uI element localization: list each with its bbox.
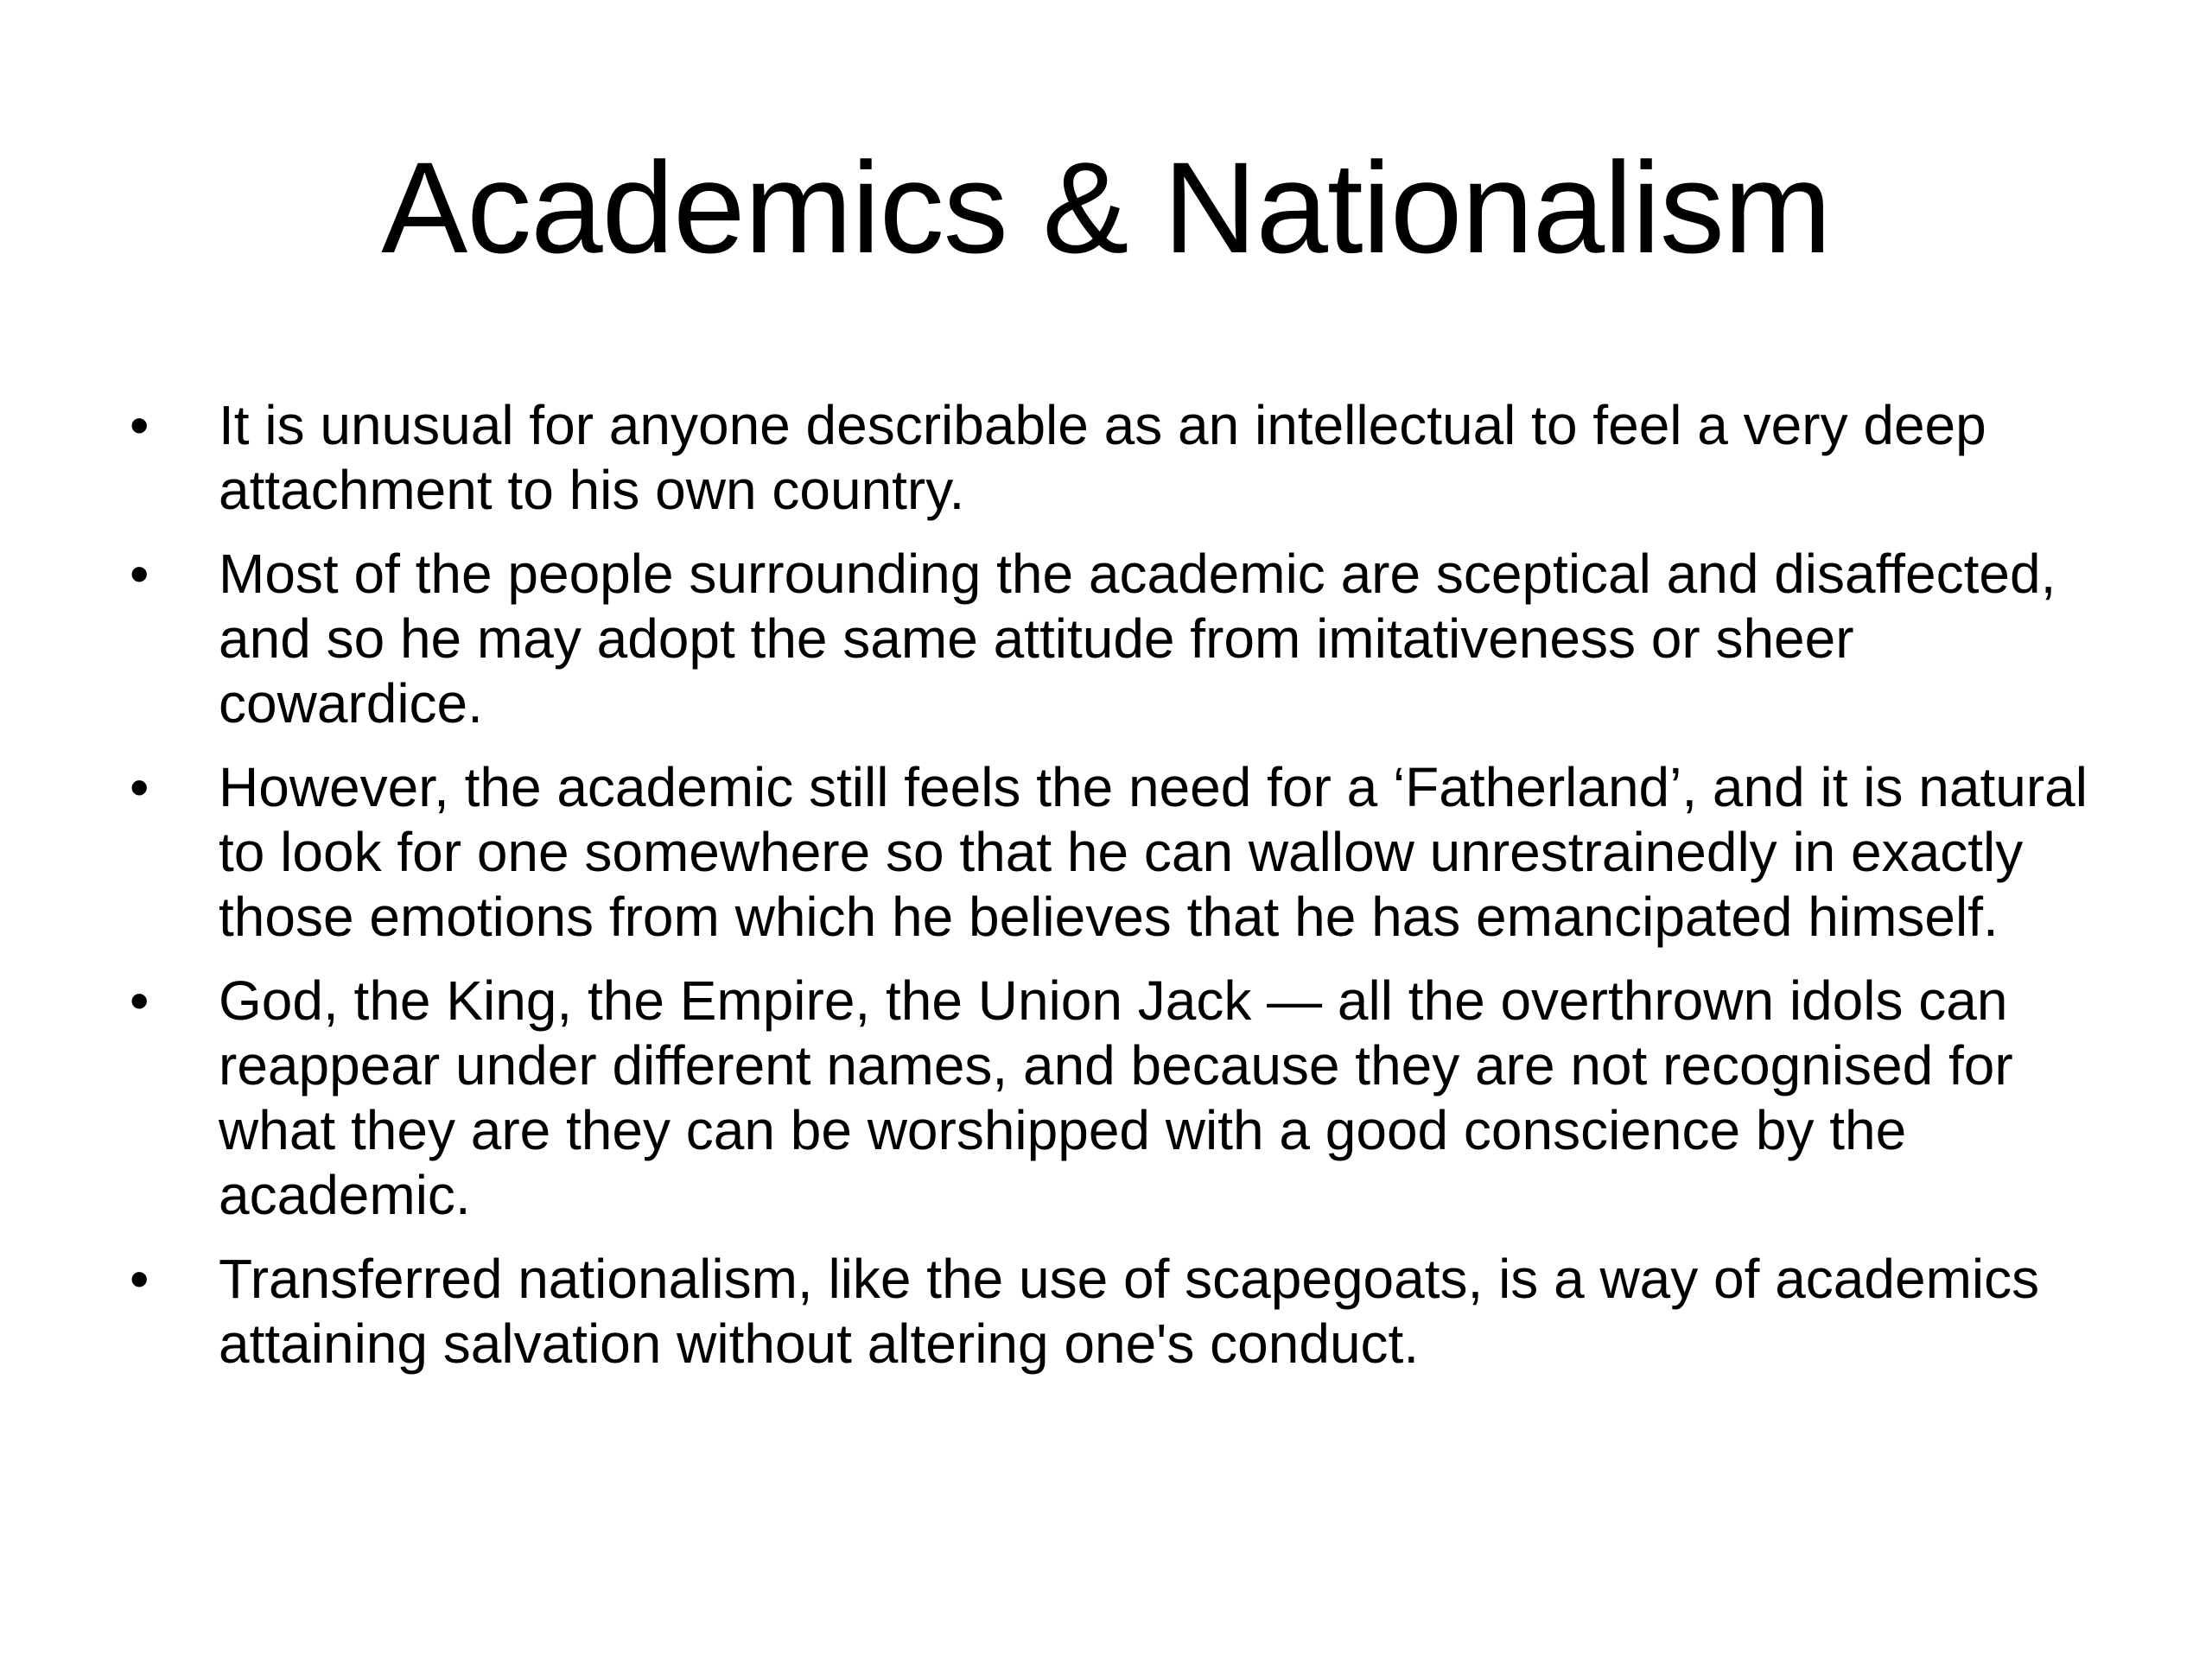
bullet-item [128, 1247, 2115, 1376]
bullet-list [128, 393, 2115, 1395]
bullet-dot-icon: • [130, 969, 149, 1032]
bullet-dot-icon: • [130, 756, 149, 818]
bullet-item [128, 755, 2115, 950]
bullet-text: God, the King, the Empire, the Union Jack — all the overthrown idols can reappear under different names, and because they are not recognised for what they are they can be worshipped with a good conscience by the academic. [219, 969, 2013, 1226]
bullet-text: It is unusual for anyone describable as an intellectual to feel a very deep attachment to his own country. [219, 394, 1986, 521]
bullet-dot-icon: • [130, 394, 149, 456]
slide-title: Academics & Nationalism [381, 135, 1831, 280]
bullet-item [128, 969, 2115, 1228]
bullet-item [128, 393, 2115, 523]
bullet-text: Transferred nationalism, like the use of scapegoats, is a way of academics attaining salvation without altering one's conduct. [219, 1248, 2040, 1375]
bullet-dot-icon: • [130, 1248, 149, 1310]
bullet-dot-icon: • [130, 543, 149, 605]
bullet-text: Most of the people surrounding the academic are sceptical and disaffected, and so he may adopt the same attitude from imitativeness or sheer cowardice. [219, 543, 2056, 734]
bullet-item [128, 542, 2115, 736]
bullet-text: However, the academic still feels the need for a ‘Fatherland’, and it is natural to look for one somewhere so that he can wallow unrestrainedly in exactly those emotions from which he believes that he has emancipated himself. [219, 756, 2088, 948]
